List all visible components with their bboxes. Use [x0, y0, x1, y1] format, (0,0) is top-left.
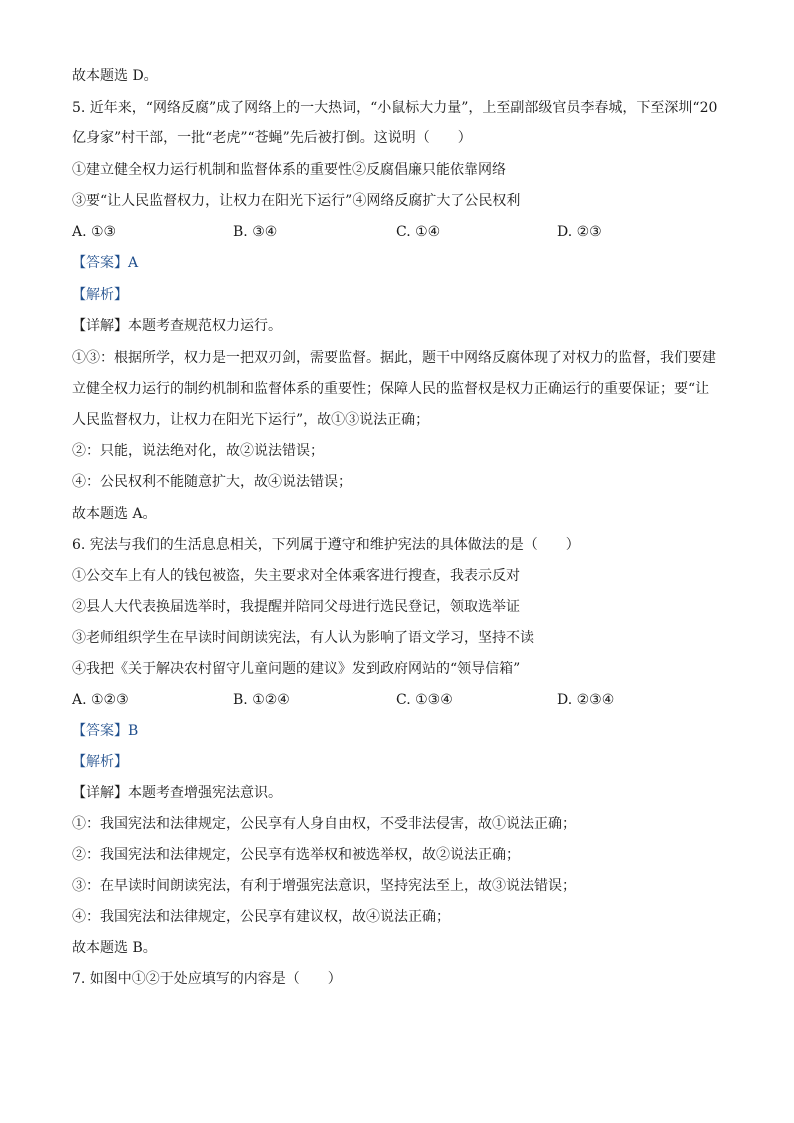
q6-option-d: D. ②③④ [557, 692, 615, 708]
explanation-line: ③：在早读时间朗读宪法，有利于增强宪法意识，坚持宪法至上，故③说法错误； [72, 878, 576, 894]
analysis-label: 【解析】 [72, 287, 128, 303]
question-6-statement: ④我把《关于解决农村留守儿童问题的建议》发到政府网站的“领导信箱” [72, 661, 521, 677]
question-5-statements-1: ①建立健全权力运行机制和监督体系的重要性②反腐倡廉只能依靠网络 [72, 162, 506, 178]
conclusion-line: 故本题选 A。 [72, 506, 157, 522]
question-5-stem-cont: 亿身家”村干部，一批“老虎”“苍蝇”先后被打倒。这说明（ ） [72, 130, 472, 146]
question-6-stem: 6. 宪法与我们的生活息息相关，下列属于遵守和维护宪法的具体做法的是（ ） [72, 537, 580, 553]
q5-option-a: A. ①③ [72, 224, 117, 240]
question-5-stem: 5. 近年来，“网络反腐”成了网络上的一大热词，“小鼠标大力量”，上至副部级官员李春城，下至深圳“20 [72, 100, 718, 116]
explanation-line: 人民监督权力，让权力在阳光下运行”，故①③说法正确； [72, 412, 430, 428]
question-6-statement: ②县人大代表换届选举时，我提醒并陪同父母进行选民登记，领取选举证 [72, 599, 520, 615]
question-5-statements-2: ③要“让人民监督权力，让权力在阳光下运行”④网络反腐扩大了公民权利 [72, 193, 521, 209]
explanation-line: ④：公民权利不能随意扩大，故④说法错误； [72, 474, 352, 490]
explanation-line: ②：我国宪法和法律规定，公民享有选举权和被选举权，故②说法正确； [72, 847, 520, 863]
question-6-statement: ①公交车上有人的钱包被盗，失主要求对全体乘客进行搜查，我表示反对 [72, 568, 520, 584]
explanation-line: ①③：根据所学，权力是一把双刃剑，需要监督。据此，题干中网络反腐体现了对权力的监督，我们要建 [72, 350, 716, 366]
q6-option-a: A. ①②③ [72, 692, 129, 708]
detail-line: 【详解】本题考查规范权力运行。 [72, 318, 282, 334]
question-6-statement: ③老师组织学生在早读时间朗读宪法，有人认为影响了语文学习，坚持不读 [72, 630, 534, 646]
answer-label: 【答案】B [72, 723, 139, 739]
explanation-line: ②：只能，说法绝对化，故②说法错误； [72, 443, 324, 459]
q5-option-d: D. ②③ [557, 224, 602, 240]
explanation-line: ①：我国宪法和法律规定，公民享有人身自由权，不受非法侵害，故①说法正确； [72, 816, 576, 832]
answer-label: 【答案】A [72, 255, 139, 271]
explanation-line: 立健全权力运行的制约机制和监督体系的重要性；保障人民的监督权是权力正确运行的重要保证；要“让 [72, 381, 710, 397]
detail-line: 【详解】本题考查增强宪法意识。 [72, 785, 282, 801]
question-7-stem: 7. 如图中①②于处应填写的内容是（ ） [72, 971, 342, 987]
q6-option-c: C. ①③④ [396, 692, 453, 708]
q5-option-b: B. ③④ [233, 224, 278, 240]
text-line: 故本题选 D。 [72, 68, 158, 84]
q6-option-b: B. ①②④ [233, 692, 290, 708]
explanation-line: ④：我国宪法和法律规定，公民享有建议权，故④说法正确； [72, 909, 450, 925]
conclusion-line: 故本题选 B。 [72, 940, 157, 956]
q5-option-c: C. ①④ [396, 224, 441, 240]
analysis-label: 【解析】 [72, 754, 128, 770]
